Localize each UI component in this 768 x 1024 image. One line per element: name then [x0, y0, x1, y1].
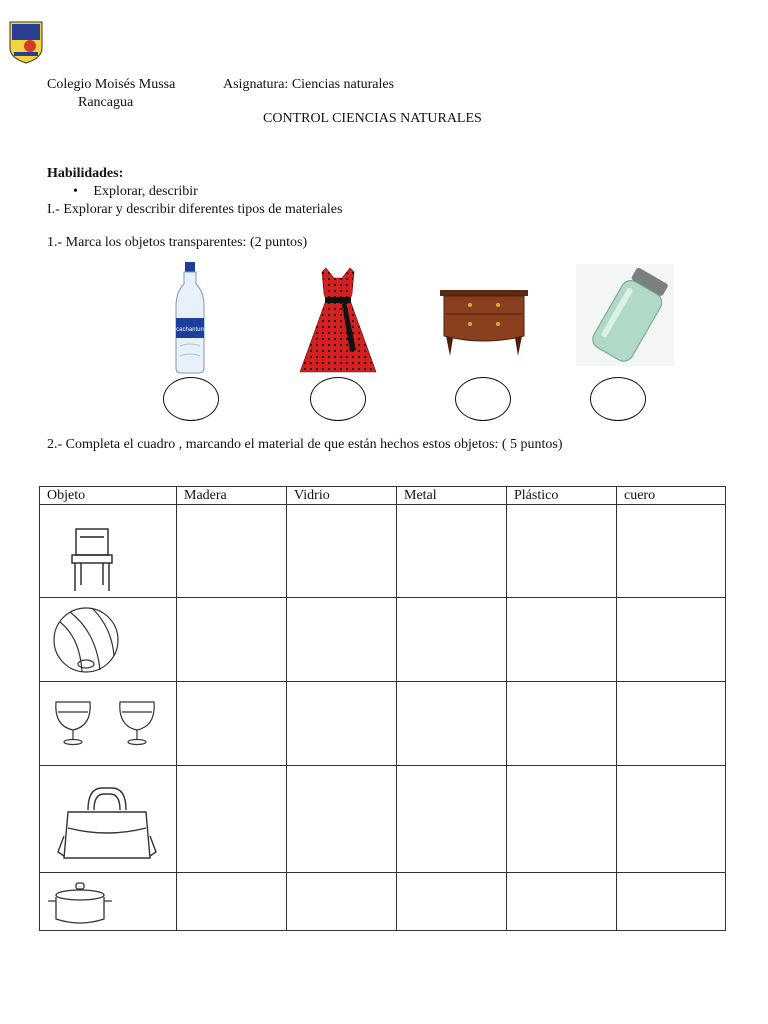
- answer-cell[interactable]: [287, 505, 397, 598]
- header-vidrio: Vidrio: [287, 487, 397, 505]
- school-logo-icon: [8, 20, 44, 64]
- table-row: [40, 873, 726, 931]
- table-row: [40, 505, 726, 598]
- answer-cell[interactable]: [507, 598, 617, 682]
- bullet-icon: •: [73, 184, 78, 199]
- answer-cell[interactable]: [177, 766, 287, 873]
- header-cuero: cuero: [617, 487, 726, 505]
- school-city: Rancagua: [78, 95, 134, 110]
- answer-cell[interactable]: [177, 505, 287, 598]
- table-header-row: [40, 487, 726, 505]
- answer-cell[interactable]: [617, 598, 726, 682]
- glass-jar-icon: [576, 264, 674, 366]
- answer-cell[interactable]: [397, 766, 507, 873]
- wine-glasses-icon: [40, 682, 170, 764]
- school-name: Colegio Moisés Mussa: [47, 77, 176, 92]
- object-cell: [40, 873, 177, 931]
- header-plastico: Plástico: [507, 487, 617, 505]
- bottle-label: cachantun: [176, 327, 204, 333]
- answer-cell[interactable]: [397, 682, 507, 766]
- section-heading: I.- Explorar y describir diferentes tipos de materiales: [47, 202, 343, 217]
- question-2: 2.- Completa el cuadro , marcando el material de que están hechos estos objetos: ( 5 puntos): [47, 437, 563, 452]
- answer-cell[interactable]: [177, 598, 287, 682]
- skills-bullet-text: Explorar, describir: [93, 184, 198, 199]
- beach-ball-icon: [40, 598, 170, 680]
- table-row: [40, 766, 726, 873]
- answer-cell[interactable]: [397, 505, 507, 598]
- skills-heading: Habilidades:: [47, 166, 124, 181]
- answer-cell[interactable]: [507, 682, 617, 766]
- answer-cell[interactable]: [507, 505, 617, 598]
- handbag-icon: [40, 766, 170, 870]
- answer-cell[interactable]: [397, 598, 507, 682]
- cooking-pot-icon: [40, 873, 170, 929]
- answer-cell[interactable]: [287, 598, 397, 682]
- object-cell: [40, 598, 177, 682]
- answer-oval-jar[interactable]: [590, 377, 646, 421]
- answer-cell[interactable]: [617, 682, 726, 766]
- answer-cell[interactable]: [177, 682, 287, 766]
- object-cell: [40, 505, 177, 598]
- skills-bullet: [73, 184, 198, 200]
- answer-cell[interactable]: [287, 682, 397, 766]
- answer-cell[interactable]: [617, 505, 726, 598]
- header-metal: Metal: [397, 487, 507, 505]
- answer-cell[interactable]: [617, 766, 726, 873]
- dress-icon: [296, 264, 380, 376]
- answer-cell[interactable]: [617, 873, 726, 931]
- answer-cell[interactable]: [177, 873, 287, 931]
- page-title: CONTROL CIENCIAS NATURALES: [263, 111, 482, 126]
- header-objeto: Objeto: [40, 487, 177, 505]
- answer-cell[interactable]: [507, 873, 617, 931]
- answer-oval-dresser[interactable]: [455, 377, 511, 421]
- answer-cell[interactable]: [287, 873, 397, 931]
- materials-table: [39, 486, 726, 931]
- answer-cell[interactable]: [287, 766, 397, 873]
- answer-cell[interactable]: [397, 873, 507, 931]
- question-1: 1.- Marca los objetos transparentes: (2 puntos): [47, 235, 308, 250]
- header-madera: Madera: [177, 487, 287, 505]
- subject-line: Asignatura: Ciencias naturales: [223, 77, 395, 92]
- table-row: [40, 682, 726, 766]
- answer-cell[interactable]: [507, 766, 617, 873]
- answer-oval-dress[interactable]: [310, 377, 366, 421]
- object-cell: [40, 766, 177, 873]
- answer-oval-bottle[interactable]: [163, 377, 219, 421]
- wooden-dresser-icon: [440, 288, 528, 358]
- water-bottle-icon: [172, 262, 208, 374]
- table-row: [40, 598, 726, 682]
- chair-icon: [40, 505, 170, 597]
- object-cell: [40, 682, 177, 766]
